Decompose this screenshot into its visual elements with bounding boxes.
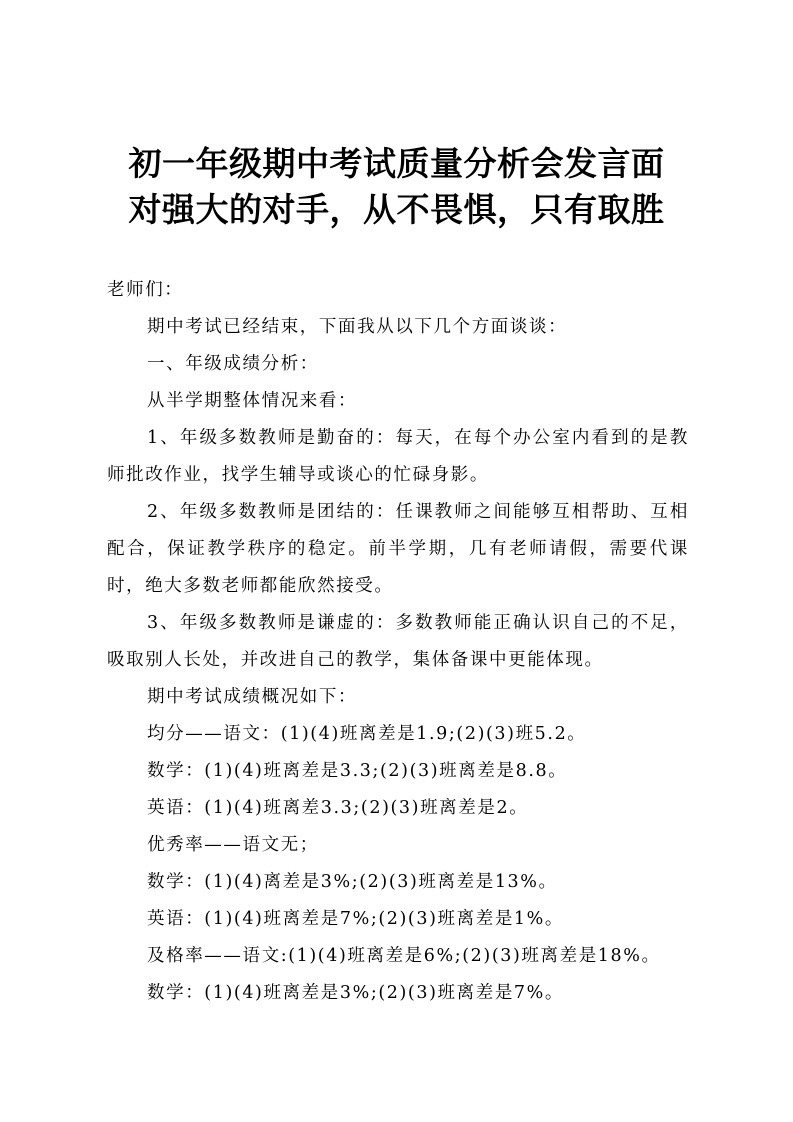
result-average-chinese: 均分——语文：(1)(4)班离差是1.9;(2)(3)班5.2。: [147, 724, 587, 744]
result-excellent-chinese: 优秀率——语文无；: [147, 835, 319, 855]
document-title: [0, 141, 793, 233]
paragraph-overall: 从半学期整体情况来看：: [147, 391, 358, 411]
document-body: [107, 272, 689, 1012]
salutation: 老师们：: [107, 280, 184, 300]
paragraph-intro: 期中考试已经结束，下面我从以下几个方面谈谈：: [147, 317, 568, 337]
title-line-1: 初一年级期中考试质量分析会发言面: [128, 144, 665, 183]
paragraph-point-2: 2、年级多数教师是团结的：任课教师之间能够互相帮助、互相配合，保证教学秩序的稳定。前半学期，几有老师请假，需要代课时，绝大多数老师都能欣然接受。: [107, 502, 689, 596]
result-excellent-english: 英语：(1)(4)班离差是7%;(2)(3)班离差是1%。: [147, 909, 564, 929]
result-average-math: 数学：(1)(4)班离差是3.3;(2)(3)班离差是8.8。: [147, 761, 568, 781]
paragraph-point-1: 1、年级多数教师是勤奋的：每天，在每个办公室内看到的是教师批改作业，找学生辅导或谈心的忙碌身影。: [107, 428, 689, 485]
paragraph-point-3: 3、年级多数教师是谦虚的：多数教师能正确认识自己的不足，吸取别人长处，并改进自己的教学，集体备课中更能体现。: [107, 613, 689, 670]
result-pass-math: 数学：(1)(4)班离差是3%;(2)(3)班离差是7%。: [147, 983, 564, 1003]
result-pass-chinese: 及格率——语文:(1)(4)班离差是6%;(2)(3)班离差是18%。: [147, 946, 661, 966]
paragraph-results-overview: 期中考试成绩概况如下：: [147, 687, 358, 707]
result-excellent-math: 数学：(1)(4)离差是3%;(2)(3)班离差是13%。: [147, 872, 558, 892]
result-average-english: 英语：(1)(4)班离差3.3;(2)(3)班离差是2。: [147, 798, 529, 818]
title-line-2: 对强大的对手，从不畏惧，只有取胜: [128, 190, 665, 229]
section-heading-grade-analysis: 一、年级成绩分析：: [147, 354, 319, 374]
